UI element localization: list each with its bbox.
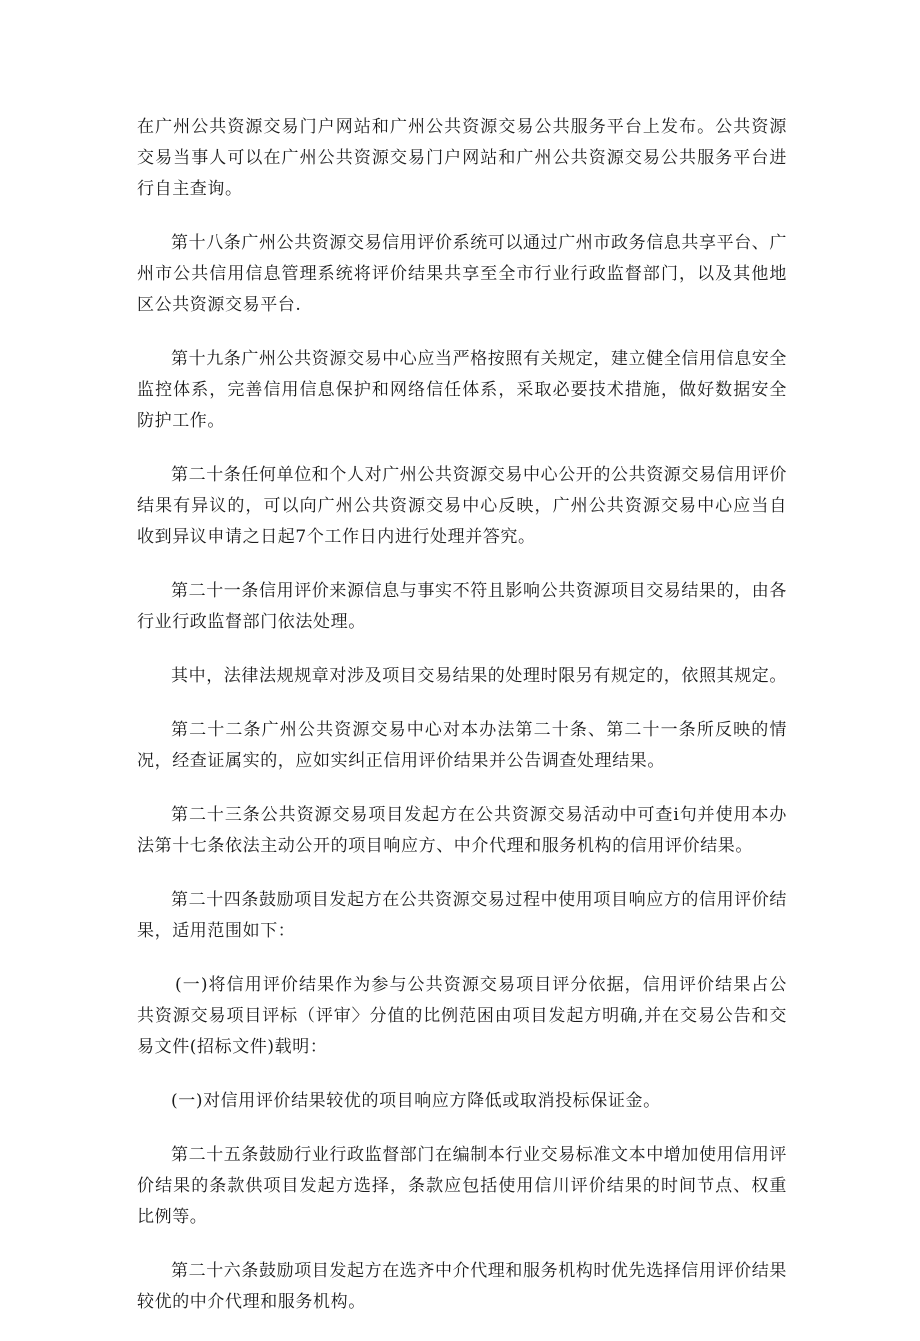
paragraph-article-22: 第二十二条广州公共资源交易中心对本办法第二十条、第二十一条所反映的情况，经查证属实的，应如实纠正信用评价结果并公告调查处理结果。 xyxy=(137,720,787,771)
paragraph-article-21-note: 其中，法律法规规章对涉及项目交易结果的处理时限另有规定的，依照其规定。 xyxy=(171,666,787,686)
paragraph-article-18: 第十八条广州公共资源交易信用评价系统可以通过广州市政务信息共享平台、广州市公共信用信息管理系统将评价结果共享至全市行业行政监督部门，以及其他地区公共资源交易平台. xyxy=(137,233,787,315)
paragraph-article-24: 第二十四条鼓励项目发起方在公共资源交易过程中使用项目响应方的信用评价结果，适用范围如下： xyxy=(137,890,787,941)
paragraph-article-21: 第二十一条信用评价来源信息与事实不符且影响公共资源项目交易结果的，由各行业行政监督部门依法处理。 xyxy=(137,581,787,632)
document-page xyxy=(137,112,787,1341)
paragraph-article-19: 第十九条广州公共资源交易中心应当严格按照有关规定，建立健全信用信息安全监控体系，完善信用信息保护和网络信任体系，采取必要技术措施，做好数据安全防护工作。 xyxy=(137,349,787,431)
paragraph-article-24-item-2: (一)对信用评价结果较优的项目响应方降低或取消投标保证金。 xyxy=(171,1091,661,1111)
paragraph-article-24-item-1: (一)将信用评价结果作为参与公共资源交易项目评分依据，信用评价结果占公共资源交易项目评标（评审〉分值的比例范困由项目发起方明确,并在交易公告和交易文件(招标文件)载明： xyxy=(137,975,787,1057)
paragraph-article-25: 第二十五条鼓励行业行政监督部门在编制本行业交易标准文本中增加使用信用评价结果的条款供项目发起方选择，条款应包括使用信川评价结果的时间节点、权重比例等。 xyxy=(137,1145,787,1227)
paragraph-article-23: 第二十三条公共资源交易项目发起方在公共资源交易活动中可查i句并使用本办法第十七条依法主动公开的项目响应方、中介代理和服务机构的信用评价结果。 xyxy=(137,805,787,856)
paragraph-article-20: 第二十条任何单位和个人对广州公共资源交易中心公开的公共资源交易信用评价结果有异议的，可以向广州公共资源交易中心反映，广州公共资源交易中心应当自收到异议申请之日起7个工作日内进行处理并答究。 xyxy=(137,465,787,547)
paragraph-article-26: 第二十六条鼓励项目发起方在选齐中介代理和服务机构时优先选择信用评价结果较优的中介代理和服务机构。 xyxy=(137,1261,787,1312)
paragraph-continuation: 在广州公共资源交易门户网站和广州公共资源交易公共服务平台上发布。公共资源交易当事人可以在广州公共资源交易门户网站和广州公共资源交易公共服务平台进行自主查询。 xyxy=(137,117,787,199)
